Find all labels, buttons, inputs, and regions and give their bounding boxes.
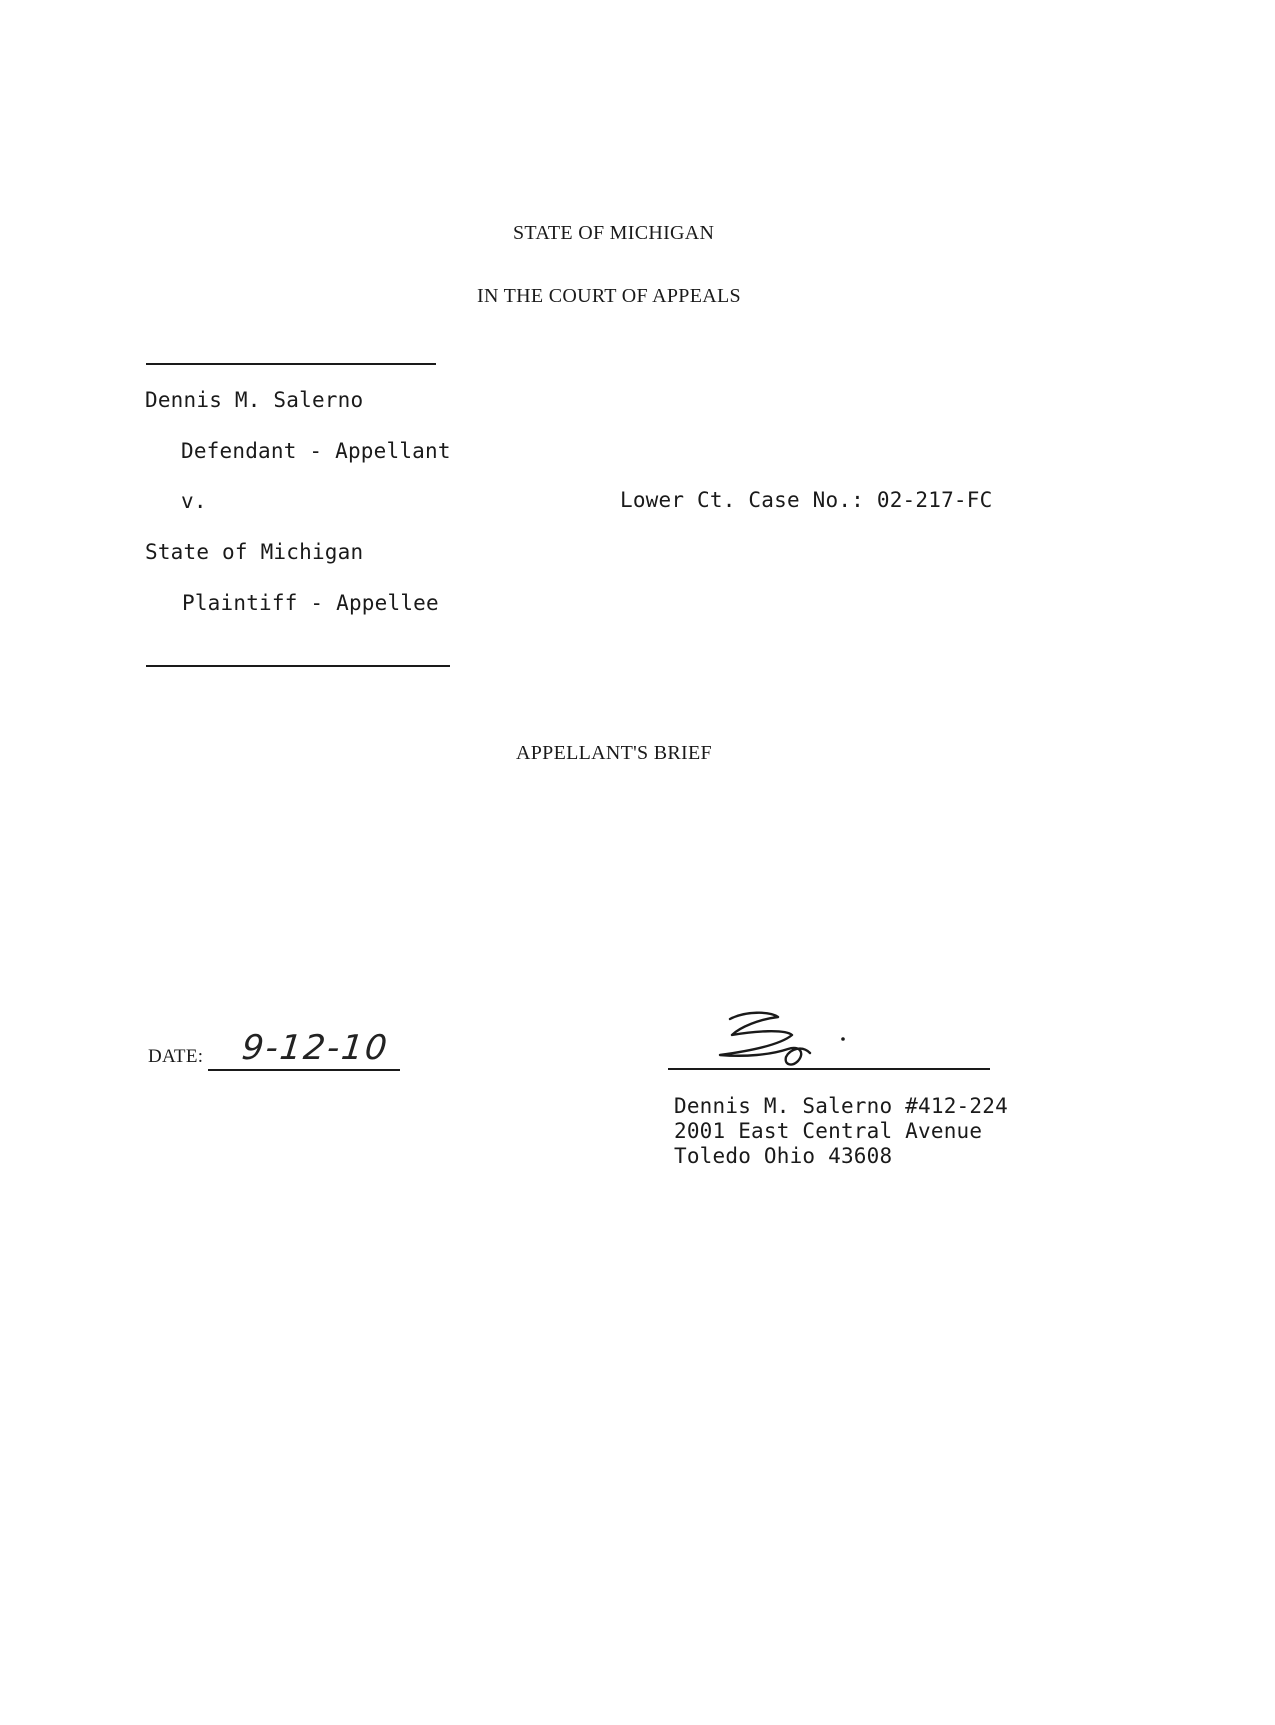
- signer-address-line1: 2001 East Central Avenue: [674, 1119, 983, 1143]
- date-underline: [208, 1069, 400, 1071]
- signature-scribble-icon: [700, 1005, 860, 1075]
- versus-label: v.: [181, 489, 207, 513]
- caption-bottom-rule: [146, 665, 450, 667]
- signer-name: Dennis M. Salerno #412-224: [674, 1094, 1008, 1118]
- date-label: DATE:: [148, 1046, 204, 1067]
- signature-line: [668, 1068, 990, 1070]
- plaintiff-name: State of Michigan: [145, 540, 364, 564]
- court-heading: IN THE COURT OF APPEALS: [477, 285, 741, 307]
- state-heading: STATE OF MICHIGAN: [513, 222, 715, 244]
- document-title: APPELLANT'S BRIEF: [516, 742, 712, 764]
- defendant-name: Dennis M. Salerno: [145, 388, 364, 412]
- case-number: Lower Ct. Case No.: 02-217-FC: [620, 488, 993, 512]
- defendant-role: Defendant - Appellant: [181, 439, 451, 463]
- caption-top-rule: [146, 363, 436, 365]
- date-handwritten: 9-12-10: [239, 1028, 391, 1068]
- plaintiff-role: Plaintiff - Appellee: [182, 591, 439, 615]
- signer-address-line2: Toledo Ohio 43608: [674, 1144, 893, 1168]
